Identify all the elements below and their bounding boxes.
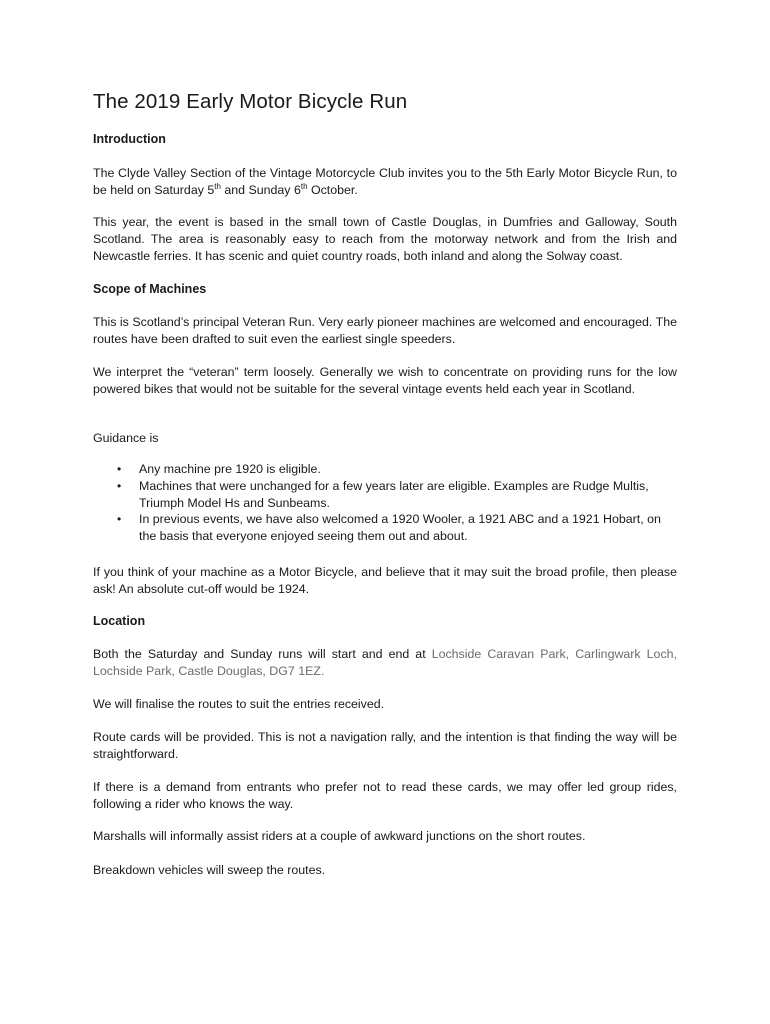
ordinal-suffix-5th: th xyxy=(214,181,221,191)
list-item: • Any machine pre 1920 is eligible. xyxy=(117,462,321,476)
guidance-list xyxy=(93,461,677,545)
location-paragraph-5: Marshalls will informally assist riders at a couple of awkward junctions on the short routes. xyxy=(93,829,586,843)
list-item: • In previous events, we have also welcomed a 1920 Wooler, a 1921 ABC and a 1921 Hobart, on the basis that everyone enjoyed seeing them out and about. xyxy=(117,512,661,544)
location-paragraph-2: We will finalise the routes to suit the entries received. xyxy=(93,697,385,711)
intro-text-c: October. xyxy=(307,182,358,197)
scope-paragraph-3: If you think of your machine as a Motor Bicycle, and believe that it may suit the broad profile, then please ask! An absolute cut-off would be 1924. xyxy=(93,565,677,596)
bullet-icon: • xyxy=(117,512,122,527)
location-text: Both the Saturday and Sunday runs will start and end at xyxy=(93,647,432,661)
location-paragraph-4: If there is a demand from entrants who prefer not to read these cards, we may offer led group rides, following a rider who knows the way. xyxy=(93,780,677,811)
scope-paragraph-2: We interpret the “veteran” term loosely. Generally we wish to concentrate on providing runs for the low powered bikes that would not be suitable for the several vintage events held each year in Scotland. xyxy=(93,365,677,396)
scope-heading: Scope of Machines xyxy=(93,282,207,296)
location-paragraph-6: Breakdown vehicles will sweep the routes. xyxy=(93,863,326,877)
scope-paragraph-1: This is Scotland’s principal Veteran Run. Very early pioneer machines are welcomed and encouraged. The routes have been drafted to suit even the earliest single speeders. xyxy=(93,315,677,346)
guidance-label: Guidance is xyxy=(93,431,159,445)
bullet-icon: • xyxy=(117,462,122,476)
intro-text-a: The Clyde Valley Section of the Vintage Motorcycle Club invites you to the 5th Early Motor Bicycle Run, to be held on Saturday 5 xyxy=(93,166,677,197)
location-paragraph-3: Route cards will be provided. This is not a navigation rally, and the intention is that finding the way will be straightforward. xyxy=(93,730,677,761)
list-item: • Machines that were unchanged for a few years later are eligible. Examples are Rudge Multis, Triumph Model Hs and Sunbeams. xyxy=(117,478,649,510)
location-paragraph-1 xyxy=(93,646,677,680)
introduction-heading: Introduction xyxy=(93,132,166,146)
ordinal-suffix-6th: th xyxy=(300,181,308,191)
introduction-paragraph-1 xyxy=(93,165,677,199)
venue-address-link[interactable]: Lochside Caravan Park, Carlingwark Loch, Lochside Park, Castle Douglas, DG7 1EZ. xyxy=(93,647,677,678)
location-heading: Location xyxy=(93,614,146,628)
document-title: The 2019 Early Motor Bicycle Run xyxy=(93,90,408,113)
introduction-paragraph-2: This year, the event is based in the small town of Castle Douglas, in Dumfries and Galloway, South Scotland. The area is reasonably easy to reach from the motorway network and from the Irish and Newcastle ferries. It has scenic and quiet country roads, both inland and along the Solway coast. xyxy=(93,215,677,263)
intro-text-b: and Sunday 6 xyxy=(220,182,301,197)
bullet-icon: • xyxy=(117,478,122,493)
